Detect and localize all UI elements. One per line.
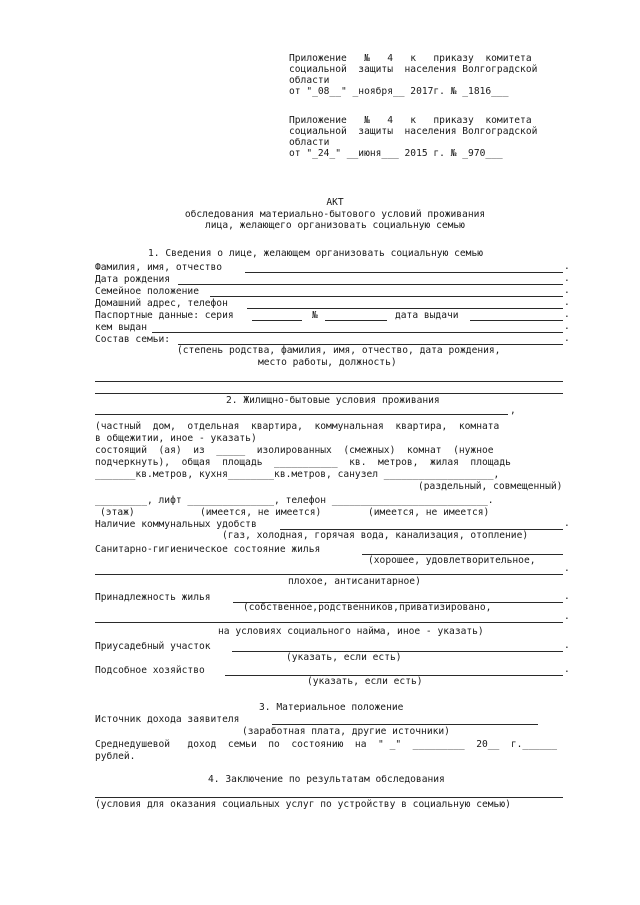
income-field[interactable] xyxy=(272,724,538,725)
act-title: АКТ xyxy=(326,197,344,208)
passport-number-field[interactable] xyxy=(325,320,387,321)
passport-label: Паспортные данные: серия xyxy=(95,310,234,321)
issued-by-field[interactable] xyxy=(152,332,563,333)
issue-date-field[interactable] xyxy=(470,320,563,321)
order2-line3: области xyxy=(289,137,330,148)
address-field[interactable] xyxy=(247,308,563,309)
order2-line1: Приложение № 4 к приказу комитета xyxy=(289,115,532,126)
dot: . xyxy=(564,563,570,574)
dot: . xyxy=(564,333,570,344)
act-subtitle-1: обследования материально-бытового условий проживания xyxy=(184,209,486,220)
act-subtitle-2: лица, желающего организовать социальную семью xyxy=(205,220,465,231)
dot: . xyxy=(564,664,570,675)
phone-hint: (имеется, не имеется) xyxy=(368,507,490,518)
sanitary-field-2[interactable] xyxy=(95,574,563,575)
dob-label: Дата рождения xyxy=(95,274,171,285)
plot-label: Приусадебный участок xyxy=(95,641,211,652)
sanitary-hint-1: (хорошее, удовлетворительное, xyxy=(368,555,536,566)
dot: . xyxy=(564,297,570,308)
dot: . xyxy=(564,261,570,272)
floor-hint: (этаж) xyxy=(100,507,135,518)
sanitary-hint-2: плохое, антисанитарное) xyxy=(288,576,421,587)
family-hint-1: (степень родства, фамилия, имя, отчество, дата рождения, xyxy=(177,345,501,356)
housing-type-field[interactable] xyxy=(95,414,508,415)
fio-field[interactable] xyxy=(245,272,563,273)
rubles-label: рублей. xyxy=(95,751,136,762)
order2-line4: от "_24_" __июня___ 2015 г. № _970___ xyxy=(289,148,503,159)
fio-label: Фамилия, имя, отчество xyxy=(95,262,223,273)
sanitary-label: Санитарно-гигиеническое состояние жилья xyxy=(95,544,321,555)
issued-by-label: кем выдан xyxy=(95,322,147,333)
income-hint: (заработная плата, другие источники) xyxy=(242,726,450,737)
section4-heading: 4. Заключение по результатам обследования xyxy=(208,774,445,785)
housing-line-2: в общежитии, иное - указать) xyxy=(95,433,257,444)
conclusion-field[interactable] xyxy=(95,797,563,798)
issue-date-label: дата выдачи xyxy=(395,310,459,321)
comma: , xyxy=(510,405,516,416)
income-label: Источник дохода заявителя xyxy=(95,714,240,725)
order1-line4: от "_08__" _ноября__ 2017г. № _1816___ xyxy=(289,86,509,97)
passport-series-field[interactable] xyxy=(252,320,302,321)
housing-line-3: состоящий (ая) из _____ изолированных (смежных) комнат (нужное xyxy=(95,445,494,456)
housing-line-5: _______кв.метров, кухня________кв.метров, санузел ___________________, xyxy=(95,469,500,480)
marital-label: Семейное положение xyxy=(95,286,199,297)
family-field-3[interactable] xyxy=(95,393,563,394)
lift-hint: (имеется, не имеется) xyxy=(200,507,322,518)
housing-line-1: (частный дом, отдельная квартира, коммунальная квартира, комната xyxy=(95,421,500,432)
section2-heading: 2. Жилищно-бытовые условия проживания xyxy=(226,395,440,406)
farm-label: Подсобное хозяйство xyxy=(95,665,205,676)
order2-line2: социальной защиты населения Волгоградской xyxy=(289,126,538,137)
section1-heading: 1. Сведения о лице, желающем организовать социальную семью xyxy=(148,248,484,259)
dot: . xyxy=(564,591,570,602)
utilities-label: Наличие коммунальных удобств xyxy=(95,519,257,530)
dot: . xyxy=(564,518,570,529)
utilities-hint: (газ, холодная, горячая вода, канализация, отопление) xyxy=(222,530,529,541)
bathroom-hint: (раздельный, совмещенный) xyxy=(418,481,563,492)
dot: . xyxy=(564,611,570,622)
dot: . xyxy=(564,309,570,320)
section3-heading: 3. Материальное положение xyxy=(259,702,404,713)
ownership-label: Принадлежность жилья xyxy=(95,592,211,603)
farm-hint: (указать, если есть) xyxy=(307,676,423,687)
dot: . xyxy=(564,640,570,651)
order1-line3: области xyxy=(289,75,330,86)
plot-hint: (указать, если есть) xyxy=(286,652,402,663)
housing-line-4: подчеркнуть), общая площадь ___________ кв. метров, жилая площадь xyxy=(95,457,511,468)
ownership-hint-2: на условиях социального найма, иное - указать) xyxy=(218,626,484,637)
floor-lift-phone-line: _________, лифт _______________, телефон ___________________________. xyxy=(95,495,494,506)
family-hint-2: место работы, должность) xyxy=(258,357,397,368)
dot: . xyxy=(564,321,570,332)
order1-line1: Приложение № 4 к приказу комитета xyxy=(289,53,532,64)
family-field-2[interactable] xyxy=(95,381,563,382)
ownership-hint-1: (собственное,родственников,приватизировано, xyxy=(243,602,492,613)
marital-field[interactable] xyxy=(210,296,563,297)
dot: . xyxy=(564,273,570,284)
conclusion-hint: (условия для оказания социальных услуг по устройству в социальную семью) xyxy=(95,799,511,810)
ownership-field-2[interactable] xyxy=(95,622,563,623)
address-label: Домашний адрес, телефон xyxy=(95,298,228,309)
family-label: Состав семьи: xyxy=(95,334,171,345)
dob-field[interactable] xyxy=(178,284,563,285)
avg-income-line: Среднедушевой доход семьи по состоянию на " _" _________ 20__ г.______ xyxy=(95,739,558,750)
order1-line2: социальной защиты населения Волгоградской xyxy=(289,64,538,75)
dot: . xyxy=(564,285,570,296)
number-sign: № xyxy=(312,310,318,321)
